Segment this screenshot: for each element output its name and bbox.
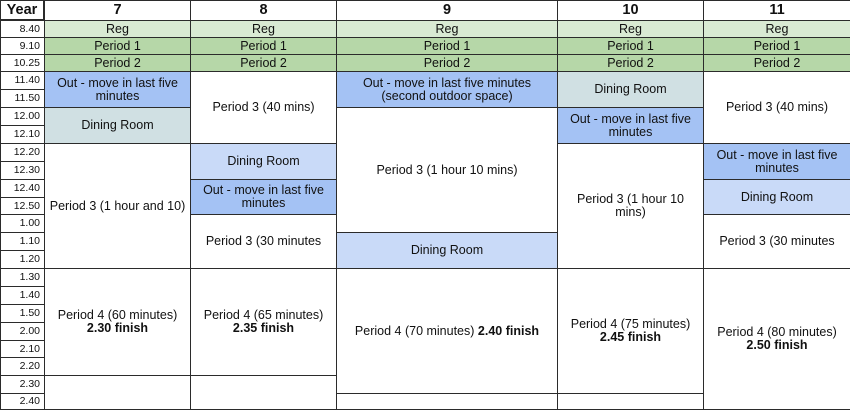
cell-text: Out - move in last five minutes	[716, 147, 838, 175]
period-4-cell	[703, 268, 850, 410]
time-label: 2.20	[0, 357, 45, 376]
time-label: 1.40	[0, 286, 45, 305]
time-label: 1.20	[0, 250, 45, 269]
cell-text: Period 3 (30 minutes	[719, 234, 835, 248]
period-2-cell	[336, 54, 558, 72]
period-1-cell	[557, 37, 704, 55]
period-4-cell	[336, 268, 558, 394]
cell-text: Period 3 (1 hour and 10)	[49, 198, 186, 213]
outdoor-cell	[703, 143, 850, 180]
finish-time: 2.45 finish	[599, 330, 662, 344]
dining-room-cell	[336, 232, 558, 269]
period-1-cell	[336, 37, 558, 55]
cell-text: Period 1	[423, 38, 471, 53]
cell-text: Period 3 (40 mins)	[212, 100, 315, 114]
period-3-cell	[190, 214, 337, 269]
cell-text: Dining Room	[740, 189, 814, 204]
time-label: 12.30	[0, 161, 45, 180]
cell-text: Period 2	[753, 55, 801, 70]
cell-text: Reg	[252, 21, 275, 36]
cell-text: Out - move in last five minutes	[570, 111, 691, 139]
cell-text: Out - move in last five minutes	[57, 75, 178, 103]
time-label: 1.30	[0, 268, 45, 287]
period-3-cell	[557, 143, 704, 269]
period-4-cell	[44, 268, 191, 376]
period-1-cell	[190, 37, 337, 55]
outdoor-cell	[557, 107, 704, 144]
cell-text: Period 1	[240, 38, 287, 53]
period-2-cell	[44, 54, 191, 72]
time-label: 1.10	[0, 232, 45, 251]
dining-room-cell	[44, 107, 191, 144]
time-label: 1.00	[0, 214, 45, 233]
cell-text: Reg	[765, 21, 789, 36]
year-header-8: 8	[190, 0, 337, 21]
cell-text: Dining Room	[81, 118, 154, 132]
outdoor-cell	[336, 71, 558, 108]
cell-text: Reg	[619, 21, 642, 36]
year-header-11: 11	[703, 0, 850, 21]
cell-text: Period 4 (80 minutes) 2.50 finish	[717, 325, 837, 352]
reg-cell	[44, 20, 191, 38]
finish-time: 2.35 finish	[232, 321, 295, 335]
period-3-cell	[336, 107, 558, 233]
time-label: 12.40	[0, 179, 45, 198]
year-header-7: 7	[44, 0, 191, 21]
time-label: 12.00	[0, 107, 45, 126]
cell-text: Period 3 (30 minutes	[205, 234, 322, 248]
dining-room-cell	[703, 179, 850, 215]
time-label: 2.10	[0, 340, 45, 358]
cell-text: Period 2	[94, 55, 141, 70]
cell-text: Out - move in last five minutes (second outdoor space)	[362, 75, 532, 103]
time-label: 10.25	[0, 54, 45, 72]
cell-text: Period 4 (75 minutes) 2.45 finish	[570, 317, 691, 344]
cell-text: Period 3 (1 hour 10 mins)	[376, 162, 518, 177]
cell-text: Period 2	[423, 55, 471, 70]
finish-time: 2.30 finish	[86, 321, 149, 335]
cell-text: Period 2	[607, 55, 654, 70]
empty-cell	[190, 375, 337, 410]
time-label: 2.00	[0, 322, 45, 341]
time-label: 12.10	[0, 125, 45, 144]
cell-text: Reg	[435, 21, 459, 36]
time-label: 2.30	[0, 375, 45, 394]
outdoor-cell	[44, 71, 191, 108]
cell-text: Period 4 (60 minutes) 2.30 finish	[57, 308, 178, 335]
period-3-cell	[703, 214, 850, 269]
cell-text: Period 1	[753, 38, 801, 53]
period-3-cell	[703, 71, 850, 144]
cell-text: Dining Room	[594, 82, 667, 96]
cell-text: Period 1	[607, 38, 654, 53]
cell-text: Reg	[106, 21, 129, 36]
empty-cell	[557, 393, 704, 410]
dining-room-cell	[190, 143, 337, 180]
cell-text: Period 3 (40 mins)	[725, 100, 829, 114]
reg-cell	[557, 20, 704, 38]
finish-time: 2.50 finish	[746, 338, 808, 352]
time-label: 12.20	[0, 143, 45, 162]
time-label: 12.50	[0, 197, 45, 215]
year-header: Year	[0, 0, 44, 20]
time-label: 11.40	[0, 71, 45, 90]
year-header-10: 10	[557, 0, 704, 21]
time-label: 9.10	[0, 37, 45, 55]
period-1-cell	[703, 37, 850, 55]
cell-text: Period 2	[240, 55, 287, 70]
reg-cell	[336, 20, 558, 38]
cell-text: Out - move in last five minutes	[203, 183, 324, 210]
cell-text: Dining Room	[410, 243, 484, 257]
period-1-cell	[44, 37, 191, 55]
finish-time: 2.40 finish	[477, 323, 540, 338]
period-2-cell	[190, 54, 337, 72]
dining-room-cell	[557, 71, 704, 108]
period-2-cell	[557, 54, 704, 72]
cell-text: Dining Room	[227, 154, 300, 168]
period-2-cell	[703, 54, 850, 72]
reg-cell	[190, 20, 337, 38]
empty-cell	[336, 393, 558, 410]
cell-text: Period 3 (1 hour 10 mins)	[576, 192, 684, 219]
period-4-cell	[557, 268, 704, 394]
time-label: 11.50	[0, 89, 45, 108]
reg-cell	[703, 20, 850, 38]
outdoor-cell	[190, 179, 337, 215]
time-label: 2.40	[0, 393, 45, 410]
period-3-cell	[44, 143, 191, 269]
period-4-cell	[190, 268, 337, 376]
period-3-cell	[190, 71, 337, 144]
empty-cell	[44, 375, 191, 410]
year-header-9: 9	[336, 0, 558, 21]
cell-text: Period 4 (70 minutes) 2.40 finish	[354, 323, 540, 338]
cell-text: Period 1	[94, 38, 141, 53]
time-label: 8.40	[0, 20, 45, 38]
cell-text: Period 4 (65 minutes) 2.35 finish	[203, 308, 324, 335]
time-label: 1.50	[0, 304, 45, 323]
